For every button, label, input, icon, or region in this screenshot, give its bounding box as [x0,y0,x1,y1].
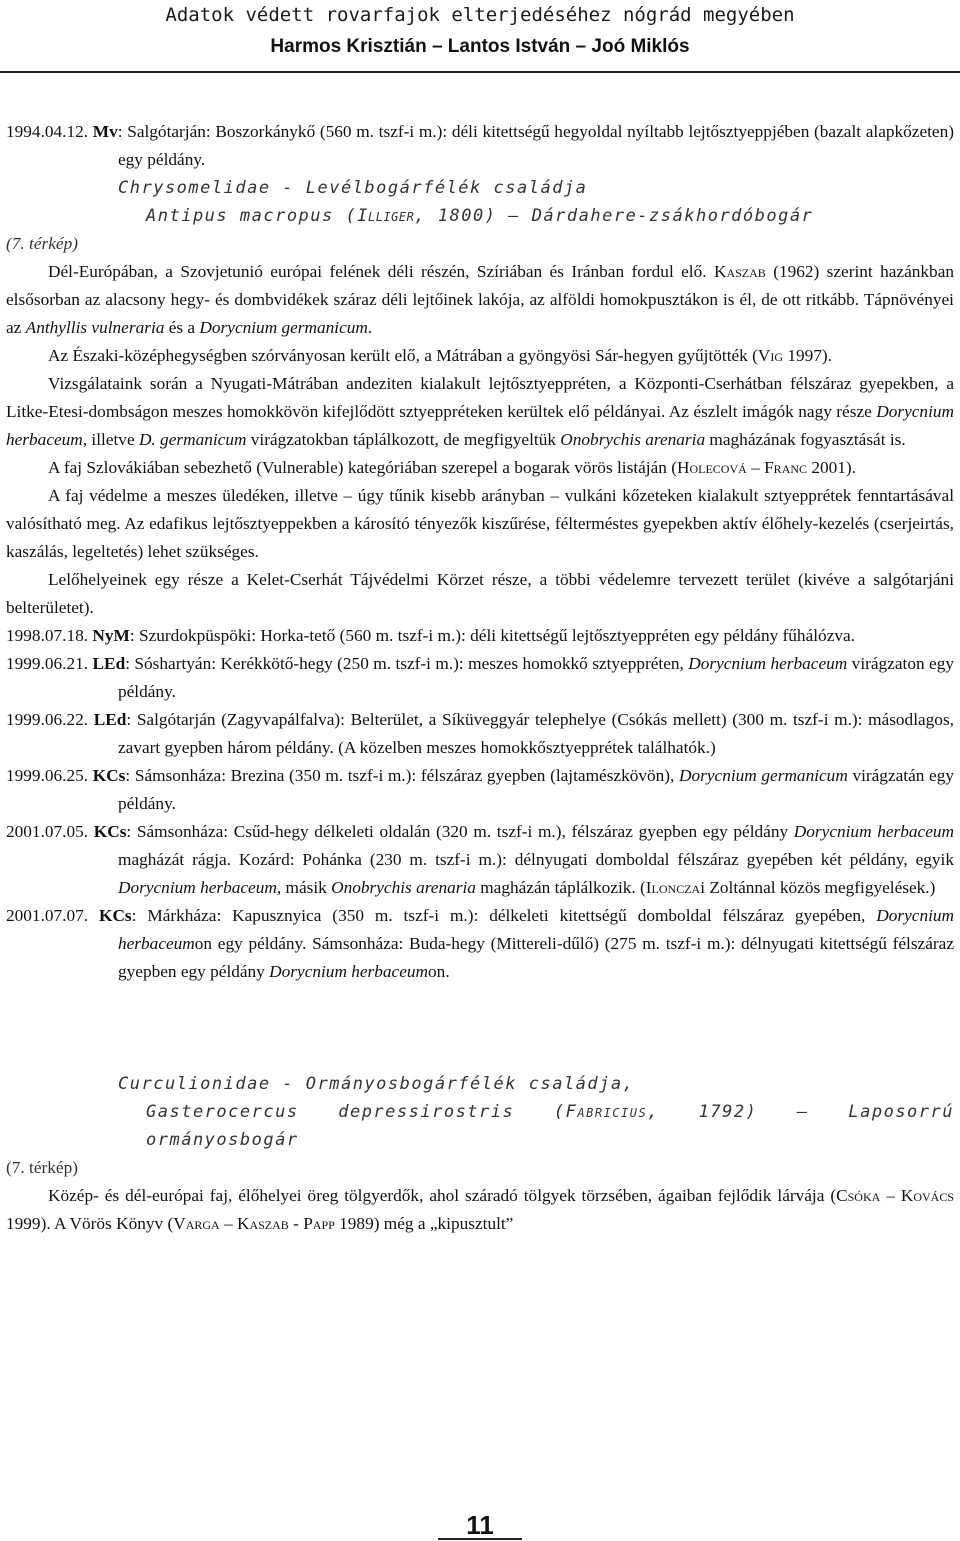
person-name: Iloncza [645,878,701,897]
running-header-authors: Harmos Krisztián – Lantos István – Joó Miklós [270,36,690,57]
record-text: virágzaton egy példány. [118,654,954,701]
record-text: : Sámsonháza: Csűd-hegy délkeleti oldalán (320 m. tszf-i m.), félszáraz gyepben egy példány [126,822,794,841]
locality-record [6,902,954,986]
species-name: Dorycnium germanicum [679,766,848,785]
paragraph-northern-range: Az Északi-középhegységben szórványosan került elő, a Mátrában a gyöngyösi Sár-hegyen gyűjtötték (Vig 1997). [48,346,833,365]
paragraph-distribution: Dél-Európában, a Szovjetunió európai felének déli részén, Szíriában és Iránban fordul elő. Kaszab (1962) szerint hazánkban elsősorban az alacsony hegy- és dombvidékek száraz déli lejtőinek lakója, az alföldi homokpusztákon is él, de ott ritkább. Tápnövényei az Anthyllis vulneraria és a Dorycnium germanicum. [6,262,954,337]
record-1994-04-12: 1994.04.12. Mv: Salgótarján: Boszorkánykő (560 m. tszf-i m.): déli kitettségű hegyoldal nyíltabb lejtősztyeppjében (bazalt alapkőzeten) egy példány. [6,122,954,169]
running-header-title: Adatok védett rovarfajok elterjedéséhez nógrád megyében [165,4,795,26]
paragraph-protection: A faj védelme a meszes üledéken, illetve – úgy tűnik kisebb arányban – vulkáni kőzeteken kialakult sztyepprétek fenntartásával valósítható meg. Az edafikus lejtősztyeppekben a károsító tényezők kiszűrése, félterméstes gyepekben aktív élőhely-kezelés (cserjeirtás, kaszálás, legeltetés) lehet szükséges. [6,486,954,561]
record-region-code: KCs [99,906,132,925]
species-name: Dorycnium herbaceum [118,906,955,953]
record-text: : Márkháza: Kapusznyica (350 m. tszf-i m.): délkeleti kitettségű domboldal félszáraz gyepében, [131,906,877,925]
family-heading-chrysomelidae: Chrysomelidae - Levélbogárfélék családja [118,178,588,198]
record-text: magházán táplálkozik. ( [475,878,646,897]
paragraph-observations: Vizsgálataink során a Nyugati-Mátrában andeziten kialakult lejtősztyeppréten, a Központi-Cserhátban félszáraz gyepekben, a Litke-Etesi-dombságon meszes homokkövön kifejlődött sztyeppréteken kerültek elő példányai. Az észlelt imágók nagy része Dorycnium herbaceum, illetve D. germanicum virágzatokban táplálkozott, de megfigyeltük Onobrychis arenaria magházának fogyasztását is. [6,374,954,449]
locality-record [6,622,954,650]
record-date: 2001.07.07. [6,906,99,925]
species-name: Dorycnium herbaceum [118,878,277,897]
record-text: : Szurdokpüspöki: Horka-tető (560 m. tszf-i m.): déli kitettségű lejtősztyeppréten egy példány fűhálózva. [129,626,855,645]
map-reference-1: (7. térkép) [6,234,78,253]
family-heading-curculionidae: Curculionidae - Ormányosbogárfélék családja, [118,1074,635,1094]
record-region-code: LEd [93,710,127,729]
record-text: : Salgótarján (Zagyvapálfalva): Belterület, a Síküveggyár telephelye (Csókás mellett) (300 m. tszf-i m.): másodlagos, zavart gyepben három példány. (A közelben meszes homokkősztyepprétek találhatók.) [118,710,954,757]
record-date: 1999.06.21. [6,654,93,673]
record-text: : Sámsonháza: Brezina (350 m. tszf-i m.): félszáraz gyepben (lajtamészkövön), [125,766,680,785]
record-text: magházát rágja. Kozárd: Pohánka (230 m. tszf-i m.): délnyugati domboldal félszáraz gyepében két példány, egyik [118,850,954,869]
header-rule [0,71,960,73]
record-region-code: LEd [92,654,126,673]
species-name: Dorycnium herbaceum [688,654,848,673]
document-body [6,118,954,1238]
record-text: on egy példány. Sámsonháza: Buda-hegy (Mittereli-dűlő) (275 m. tszf-i m.): délnyugati kitettségű félszáraz gyepben egy példány [118,934,954,981]
species-name: Dorycnium herbaceum [269,962,429,981]
locality-record [6,762,954,818]
species-heading-antipus: Antipus macropus (Illiger, 1800) – Dárdahere-zsákhordóbogár [146,206,814,226]
species-name: Onobrychis arenaria [331,878,476,897]
species-heading-gasterocercus: Gasterocercus depressirostris (Fabricius, 1792) – Laposorrú ormányosbogár [146,1102,954,1150]
locality-record [6,706,954,762]
record-text: virágzatán egy példány. [118,766,954,813]
map-reference-2: (7. térkép) [6,1158,78,1177]
paragraph-localities: Lelőhelyeinek egy része a Kelet-Cserhát Tájvédelmi Körzet része, a többi védelemre tervezett terület (kivéve a salgótarjáni belterületet). [6,570,954,617]
paragraph-gasterocercus: Közép- és dél-európai faj, élőhelyei öreg tölgyerdők, ahol száradó tölgyek törzsében, ágaiban fejlődik lárvája (Csóka – Kovács 1999). A Vörös Könyv (Varga – Kaszab - Papp 1989) még a „kipusztult” [6,1186,954,1233]
locality-record [6,818,954,902]
record-text: on. [428,962,450,981]
species-name: Dorycnium herbaceum [793,822,954,841]
record-region-code: KCs [93,822,127,841]
record-date: 1999.06.22. [6,710,94,729]
record-region-code: KCs [92,766,126,785]
page-number: 11 [466,1510,494,1540]
record-text: i Zoltánnal közös megfigyelések.) [700,878,936,897]
record-date: 2001.07.05. [6,822,94,841]
record-region-code: NyM [92,626,130,645]
locality-record [6,650,954,706]
record-text: : Sóshartyán: Kerékkötő-hegy (250 m. tszf-i m.): meszes homokkő sztyeppréten, [125,654,689,673]
record-list [6,622,954,986]
paragraph-red-list: A faj Szlovákiában sebezhető (Vulnerable) kategóriában szerepel a bogarak vörös listáján (Holecová – Franc 2001). [48,458,856,477]
record-text: , másik [276,878,332,897]
section-gap [6,986,954,1070]
record-date: 1999.06.25. [6,766,93,785]
record-date: 1998.07.18. [6,626,93,645]
